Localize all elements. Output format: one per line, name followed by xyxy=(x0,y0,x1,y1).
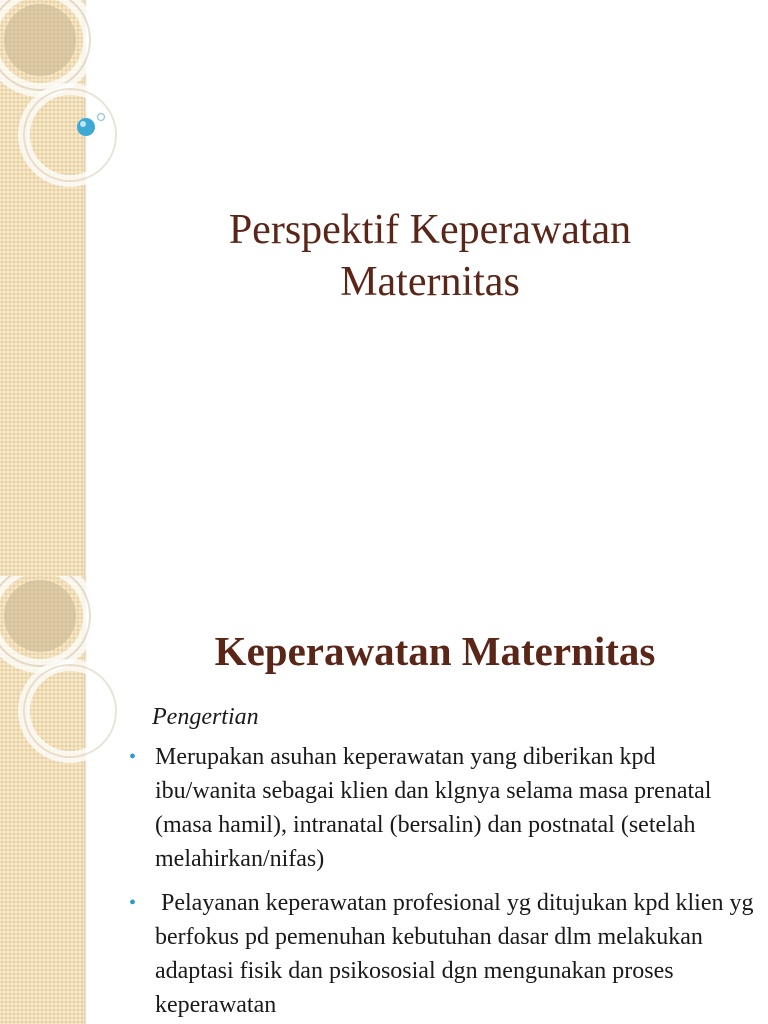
slide-title-line-2: Maternitas xyxy=(340,259,520,305)
bullet-icon: • xyxy=(129,746,137,768)
decorative-rings-icon xyxy=(0,0,120,200)
list-item xyxy=(125,886,760,1022)
decorative-rings-icon xyxy=(0,576,120,776)
bullet-list xyxy=(125,740,760,1024)
list-item-text: Pelayanan keperawatan profesional yg ditujukan kpd klien yg berfokus pd pemenuhan kebutuhan dasar dlm melakukan adaptasi fisik dan psikososial dgn mengunakan proses keperawatan xyxy=(155,890,760,1018)
list-item xyxy=(125,740,755,876)
bullet-icon: • xyxy=(129,892,137,914)
slide-heading: Keperawatan Maternitas xyxy=(214,628,656,674)
list-item-text: Merupakan asuhan keperawatan yang diberikan kpd ibu/wanita sebagai klien dan klgnya selama masa prenatal (masa hamil), intranatal (bersalin) dan postnatal (setelah melahirkan/nifas) xyxy=(155,744,712,872)
content-slide xyxy=(0,576,768,1024)
slide-title-line-1: Perspektif Keperawatan xyxy=(228,207,632,253)
slide-subheading: Pengertian xyxy=(152,704,259,730)
slide-title xyxy=(110,204,750,308)
